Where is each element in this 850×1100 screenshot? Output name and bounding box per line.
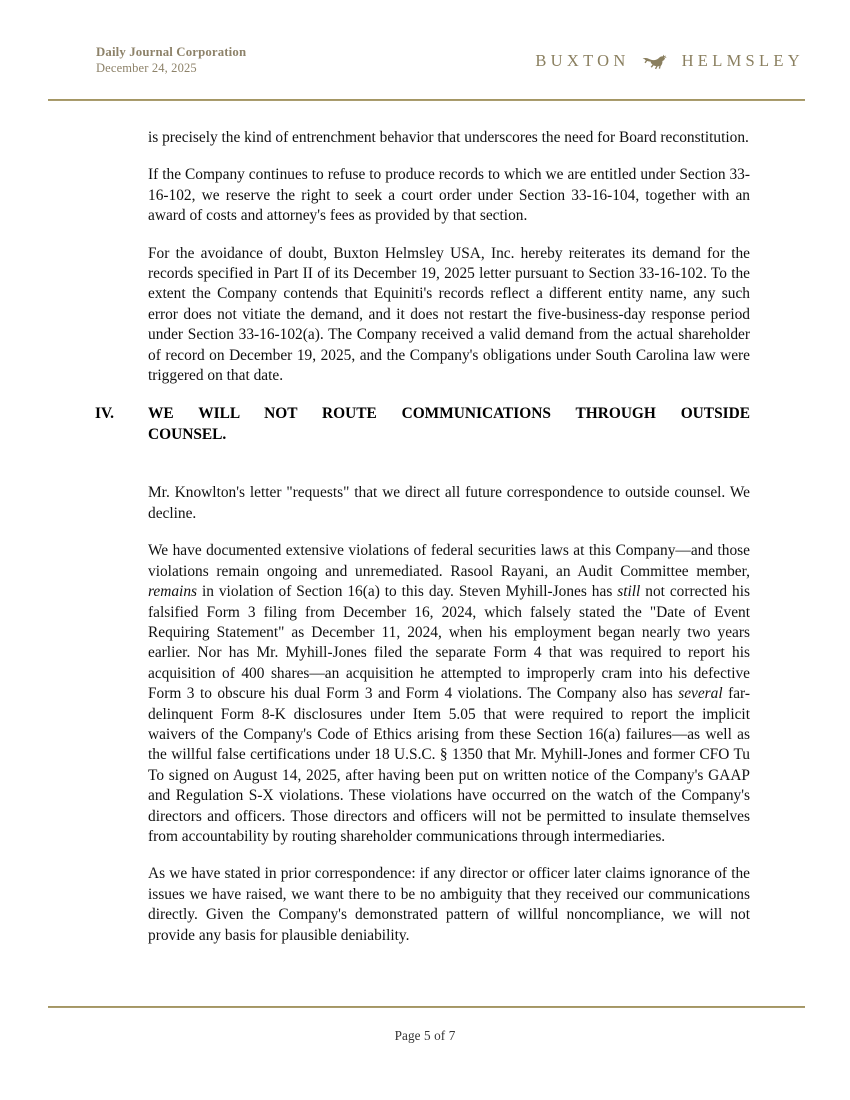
paragraph-securities-violations — [148, 541, 750, 847]
section-title-line-2: COUNSEL. — [148, 426, 227, 444]
brand-lockup — [535, 44, 805, 71]
page-header — [48, 44, 805, 90]
text-segment: not corrected his falsified Form 3 filing from December 16, 2024, which falsely stated the "Date of Event Requiring Statement" as December 11, 2024, when his employment began nearly two years earlier. Nor has Mr. Myhill-Jones filed the separate Form 4 that was required to report his acquisition of 400 shares—an acquisition he attempted to improperly cram into his defective Form 3 to obscure his dual Form 3 and Form 4 violations. The Company also has — [148, 583, 750, 703]
footer-divider-rule — [48, 1006, 805, 1008]
page-footer — [0, 1027, 850, 1045]
section-number: IV. — [95, 405, 114, 423]
emphasis-several: several — [678, 685, 723, 703]
paragraph-plausible-deniability: As we have stated in prior correspondence: if any director or officer later claims ignorance of the issues we have raised, we want there to be no ambiguity that they received our communications directly. Given the Company's demonstrated pattern of willful noncompliance, we will not provide any basis for plausible deniability. — [148, 865, 750, 944]
header-date: December 24, 2025 — [96, 60, 197, 75]
emphasis-still: still — [617, 583, 641, 601]
running-horse-icon — [641, 52, 671, 70]
section-title — [148, 403, 750, 466]
brand-name-helmsley: HELMSLEY — [681, 51, 804, 70]
text-segment: in violation of Section 16(a) to this day. Steven Myhill-Jones has — [197, 583, 618, 601]
paragraph-avoidance-of-doubt: For the avoidance of doubt, Buxton Helmsley USA, Inc. hereby reiterates its demand for the records specified in Part II of its December 19, 2025 letter pursuant to Section 33-16-102. To the extent the Company contends that Equiniti's records reflect a different entity name, any such error does not vitiate the demand, and it does not restart the five-business-day response period under Section 33-16-102(a). The Company received a valid demand from the actual shareholder of record on December 19, 2025, and the Company's obligations under South Carolina law were triggered on that date. — [148, 244, 750, 385]
header-divider-rule — [48, 99, 805, 101]
paragraph-entrenchment: is precisely the kind of entrenchment behavior that underscores the need for Board reconstitution. — [148, 129, 749, 146]
document-body — [95, 128, 751, 946]
emphasis-remains: remains — [148, 583, 198, 601]
text-segment: We have documented extensive violations of federal securities laws at this Company—and those violations remain ongoing and unremediated. Rasool Rayani, an Audit Committee member, — [148, 542, 750, 580]
header-organization-name: Daily Journal Corporation — [96, 45, 247, 59]
brand-name-buxton: BUXTON — [535, 51, 630, 70]
text-segment: far-delinquent Form 8-K disclosures under Item 5.05 that were required to report the implicit waivers of the Company's Code of Ethics arising from these Section 16(a) failures—as well as the willful false certifications under 18 U.S.C. § 1350 that Mr. Myhill-Jones and former CFO Tu To signed on August 14, 2025, after having been put on written notice of the Company's GAAP and Regulation S-X violations. These violations have occurred on the watch of the Company's directors and officers. Those directors and officers will not be permitted to insulate themselves from accountability by routing shareholder communications through intermediaries. — [148, 685, 751, 845]
section-heading-iv — [95, 403, 750, 466]
paragraph-records-demand: If the Company continues to refuse to produce records to which we are entitled under Section 33-16-102, we reserve the right to seek a court order under Section 33-16-104, together with an award of costs and attorney's fees as provided by that section. — [148, 166, 750, 225]
header-identity-block — [48, 44, 246, 76]
section-title-line-1: WE WILL NOT ROUTE COMMUNICATIONS THROUGH OUTSIDE — [148, 405, 750, 423]
paragraph-we-decline: Mr. Knowlton's letter "requests" that we direct all future correspondence to outside counsel. We decline. — [148, 484, 750, 522]
page-number-label: Page 5 of 7 — [394, 1028, 456, 1043]
